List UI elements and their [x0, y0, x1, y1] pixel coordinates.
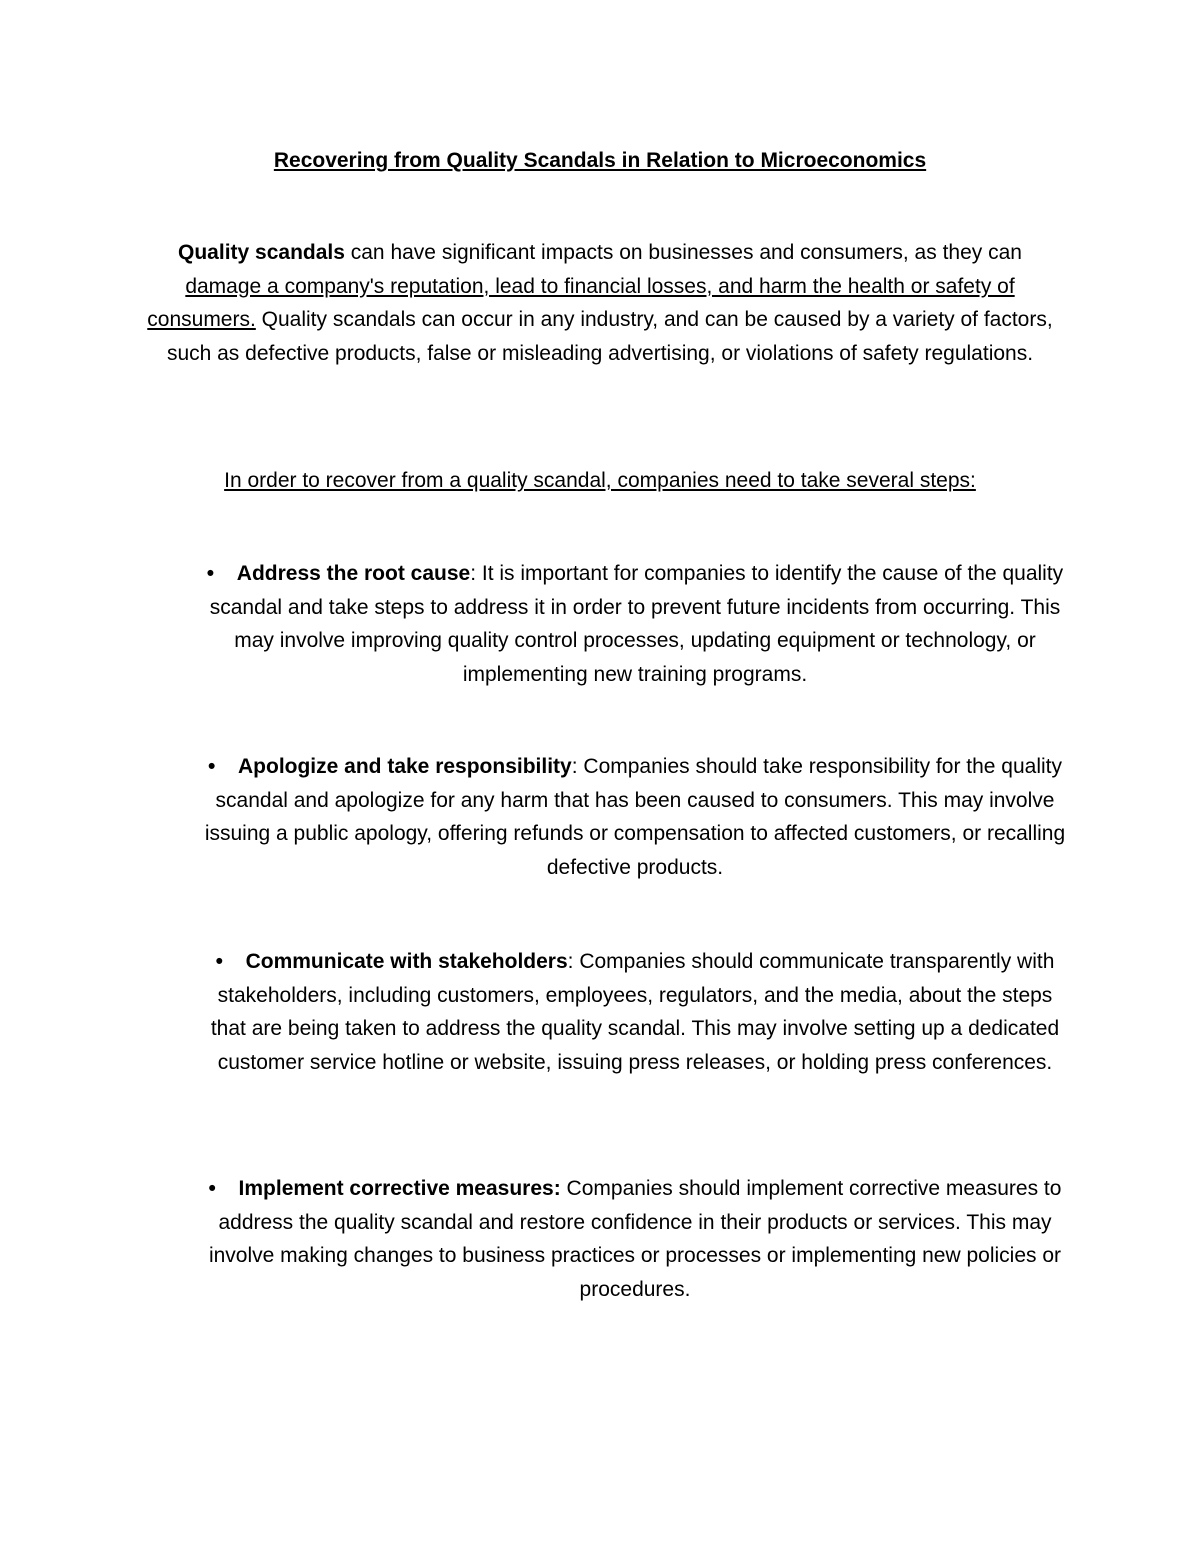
list-item	[200, 557, 1070, 691]
step-separator: :	[567, 950, 580, 973]
bullet-icon: •	[215, 950, 223, 973]
list-item	[200, 945, 1070, 1079]
intro-underlined-text: damage a company's reputation, lead to financial losses, and harm the health or safety of consumers.	[147, 274, 1015, 332]
steps-heading: In order to recover from a quality scandal, companies need to take several steps:	[224, 469, 976, 492]
intro-bold-lead: Quality scandals	[178, 241, 345, 264]
step-label: Communicate with stakeholders	[245, 950, 568, 973]
bullet-icon: •	[208, 755, 216, 778]
list-item	[200, 750, 1070, 884]
bullet-icon: •	[208, 1177, 216, 1200]
step-text: Companies should take responsibility for the quality scandal and apologize for any harm that has been caused to consumers. This may involve issuing a public apology, offering refunds or compensation to affected customers, or recalling defective products.	[204, 755, 1066, 879]
step-label: Apologize and take responsibility	[238, 755, 572, 778]
document-title: Recovering from Quality Scandals in Relation to Microeconomics	[273, 149, 927, 172]
step-text: Companies should communicate transparently with stakeholders, including customers, employees, regulators, and the media, about the steps that are being taken to address the quality scandal. This may involve setting up a dedicated customer service hotline or website, issuing press releases, or holding press conferences.	[210, 950, 1060, 1074]
intro-paragraph	[140, 236, 1060, 370]
step-separator: :	[470, 562, 482, 585]
step-text: It is important for companies to identify the cause of the quality scandal and take steps to address it in order to prevent future incidents from occurring. This may involve improving quality control processes, updating equipment or technology, or implementing new training programs.	[209, 562, 1064, 686]
intro-text-2: Quality scandals can occur in any industry, and can be caused by a variety of factors, such as defective products, false or misleading advertising, or violations of safety regulations.	[166, 308, 1053, 365]
step-separator: :	[571, 755, 584, 778]
bullet-icon: •	[206, 562, 215, 585]
step-label: Implement corrective measures:	[238, 1177, 561, 1200]
list-item	[205, 1172, 1065, 1306]
step-text: Companies should implement corrective measures to address the quality scandal and restore confidence in their products or services. This may involve making changes to business practices or processes or implementing new policies or procedures.	[208, 1177, 1062, 1301]
intro-text-1: can have significant impacts on businesses and consumers, as they can	[344, 241, 1022, 264]
step-label: Address the root cause	[236, 562, 471, 585]
